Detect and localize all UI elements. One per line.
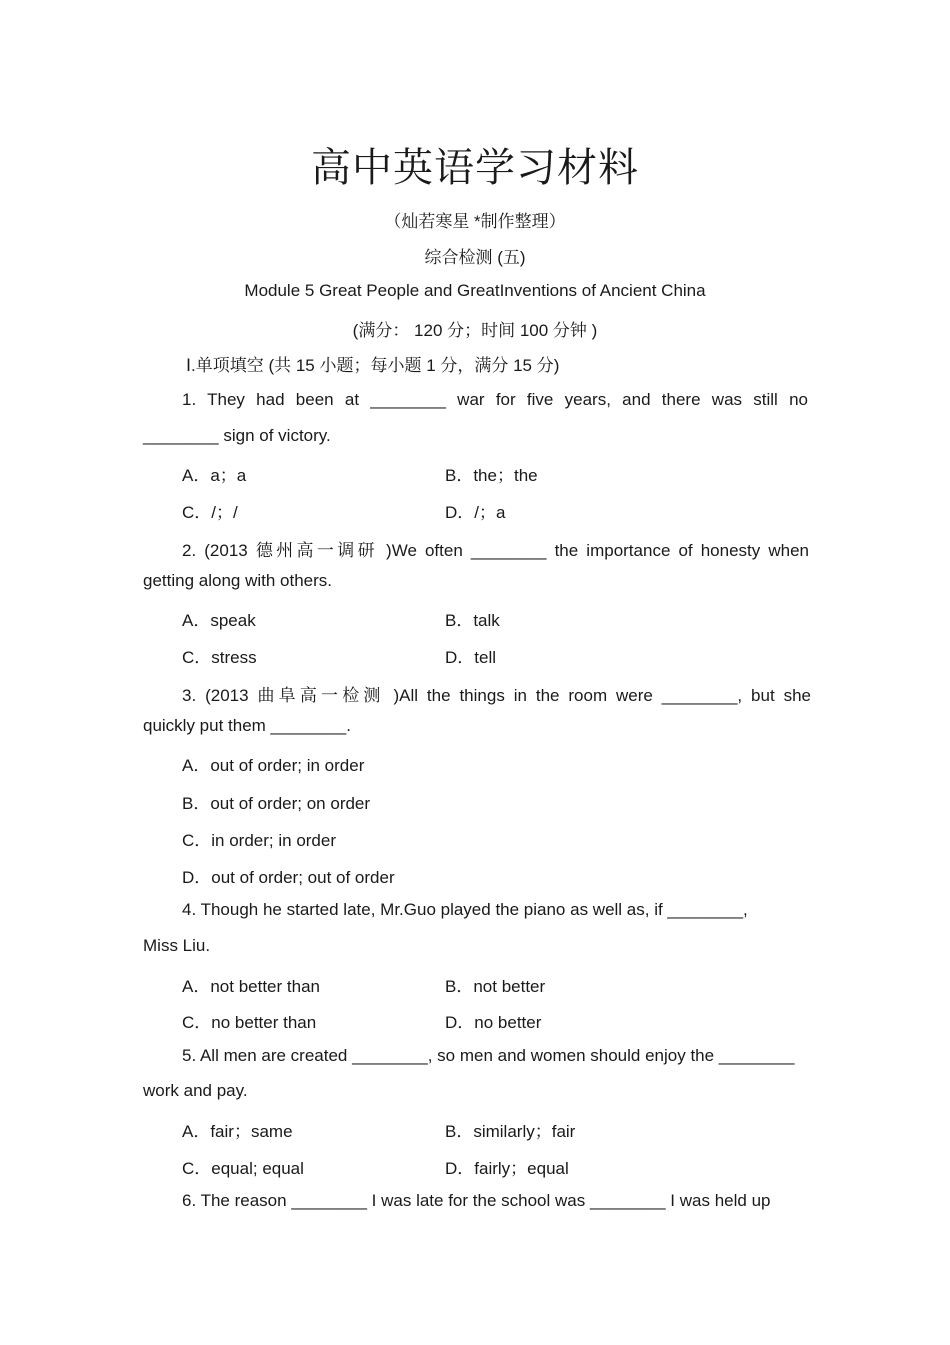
test-name: 综合检测 (五) [424,248,526,267]
question-3-option-d: D．out of order; out of order [182,868,395,887]
question-1-line-1: 1. They had been at ________ war for five years, and there was still no [182,390,808,409]
document-title: 高中英语学习材料 [311,145,639,191]
question-2-option-c: C．stress [182,648,257,667]
question-5-line-2: work and pay. [143,1081,248,1100]
question-3-option-b: B．out of order; on order [182,794,371,813]
question-5-option-d: D．fairly；equal [445,1159,569,1178]
credit-line: （灿若寒星 *制作整理） [384,212,566,231]
question-1-option-a: A．a；a [182,466,247,485]
question-5-option-c: C．equal; equal [182,1159,304,1178]
question-3-option-c: C．in order; in order [182,831,337,850]
question-4-option-a: A．not better than [182,977,320,996]
question-2-option-b: B．talk [445,611,500,630]
module-title: Module 5 Great People and GreatInventions of Ancient China [244,281,706,300]
question-4-option-d: D．no better [445,1013,542,1032]
question-3-option-a: A．out of order; in order [182,756,365,775]
question-4-option-b: B．not better [445,977,546,996]
question-5-option-b: B．similarly；fair [445,1122,576,1141]
question-4-option-c: C．no better than [182,1013,317,1032]
section-heading: Ⅰ.单项填空 (共 15 小题；每小题 1 分，满分 15 分) [186,356,560,375]
question-1-option-b: B．the；the [445,466,538,485]
question-3-line-1: 3. (2013 曲阜高一检测 )All the things in the room were ________, but she [182,686,811,705]
question-3-line-2: quickly put them ________. [143,716,351,735]
question-1-option-d: D．/；a [445,503,506,522]
question-1-line-2: ________ sign of victory. [143,426,331,445]
question-2-option-d: D．tell [445,648,497,667]
question-4-line-2: Miss Liu. [143,936,211,955]
question-1-option-c: C．/；/ [182,503,238,522]
question-5-option-a: A．fair；same [182,1122,293,1141]
question-5-line-1: 5. All men are created ________, so men and women should enjoy the ________ [182,1046,795,1065]
score-time: (满分： 120 分；时间 100 分钟 ) [352,321,598,340]
question-2-line-2: getting along with others. [143,571,333,590]
question-4-line-1: 4. Though he started late, Mr.Guo played the piano as well as, if ________, [182,900,748,919]
question-6-line-1: 6. The reason ________ I was late for the school was ________ I was held up [182,1191,771,1210]
question-2-line-1: 2. (2013 德州高一调研 )We often ________ the importance of honesty when [182,541,809,560]
question-2-option-a: A．speak [182,611,256,630]
